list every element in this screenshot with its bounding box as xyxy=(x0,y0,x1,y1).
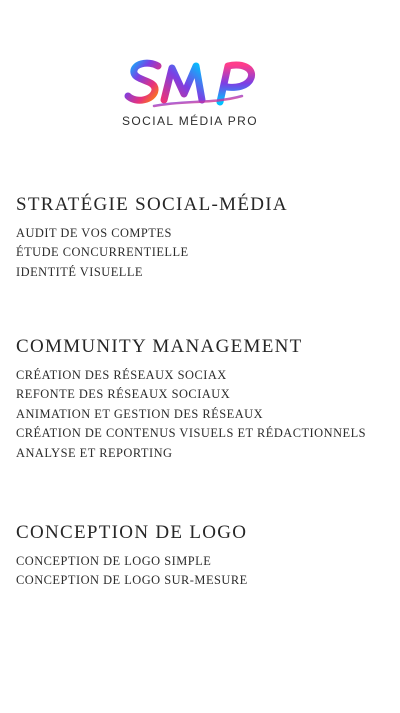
service-list xyxy=(16,552,386,591)
section-title: COMMUNITY MANAGEMENT xyxy=(16,336,303,357)
list-item: AUDIT DE VOS COMPTES xyxy=(16,226,172,240)
section-title: CONCEPTION DE LOGO xyxy=(16,522,248,543)
brand-tagline: SOCIAL MÉDIA PRO xyxy=(122,114,258,128)
service-list xyxy=(16,366,386,463)
section-strategie-social-media xyxy=(16,193,386,282)
list-item: ANIMATION ET GESTION DES RÉSEAUX xyxy=(16,406,264,421)
list-item: IDENTITÉ VISUELLE xyxy=(16,264,143,279)
list-item: CONCEPTION DE LOGO SIMPLE xyxy=(16,554,212,568)
smp-logo-icon xyxy=(124,56,258,112)
section-conception-de-logo xyxy=(16,521,386,591)
list-item: CRÉATION DE CONTENUS VISUELS ET RÉDACTIONNELS xyxy=(16,426,367,441)
service-list xyxy=(16,224,386,282)
section-title: STRATÉGIE SOCIAL-MÉDIA xyxy=(16,194,288,215)
list-item: REFONTE DES RÉSEAUX SOCIAUX xyxy=(16,387,231,402)
list-item: ANALYSE ET REPORTING xyxy=(16,445,173,460)
section-community-management xyxy=(16,335,386,463)
list-item: CRÉATION DES RÉSEAUX SOCIAX xyxy=(16,368,227,382)
brand-logo xyxy=(0,56,400,132)
list-item: ÉTUDE CONCURRENTIELLE xyxy=(16,245,189,260)
list-item: CONCEPTION DE LOGO SUR-MESURE xyxy=(16,573,248,588)
